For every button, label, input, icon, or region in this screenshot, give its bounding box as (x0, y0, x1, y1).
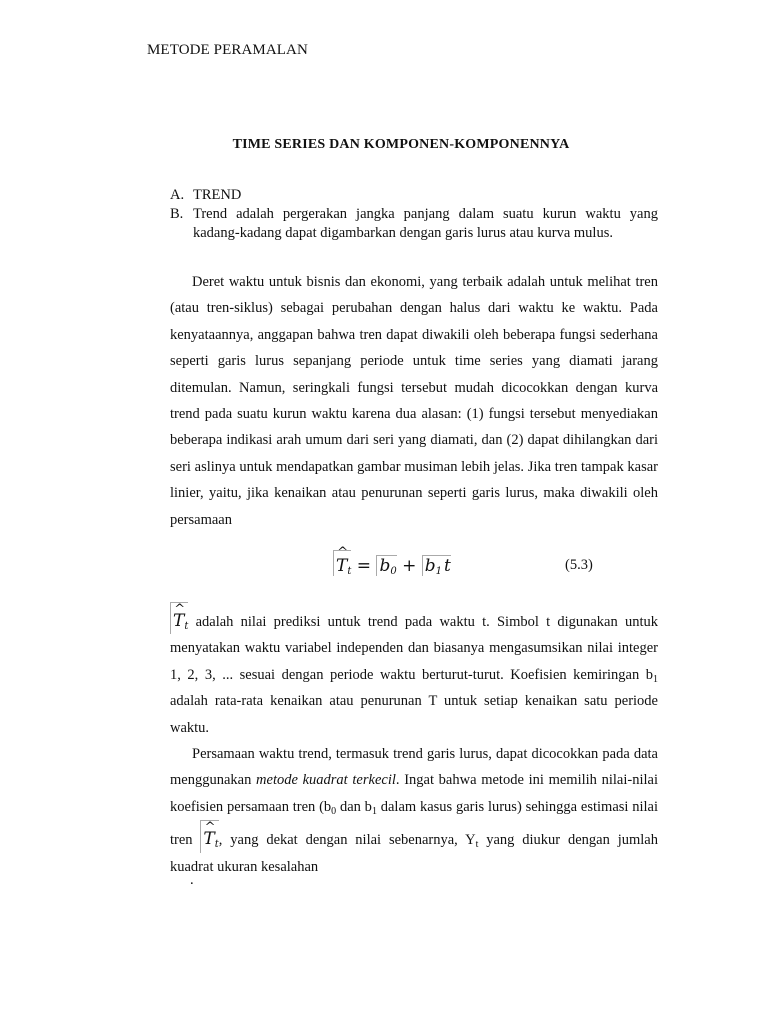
t-hat-symbol: ^ $T_t$ (333, 550, 351, 576)
list-item (170, 186, 658, 205)
section-title: TIME SERIES DAN KOMPONEN-KOMPONENNYA (232, 137, 570, 152)
plus-sign: + (402, 556, 417, 576)
b1-term: $b_1$ t (422, 555, 451, 576)
t-hat-symbol: ^ $T_t$ (170, 602, 188, 634)
equals-sign: = (356, 556, 372, 576)
t-hat-symbol: ^ $T_t$ (200, 820, 218, 852)
list-text: Trend adalah pergerakan jangka panjang dalam suatu kurun waktu yang kadang-kadang dapat digambarkan dengan garis lurus atau kurva mulus. (193, 206, 658, 241)
list-marker: B. (170, 206, 184, 222)
paragraph: ^ $T_t$ adalah nilai prediksi untuk trend pada waktu t. Simbol t digunakan untuk menyatakan waktu variabel independen dan biasanya mengasumsikan nilai integer 1, 2, 3, ... sesuai dengan periode waktu berturut-turut. Koefisien kemiringan $b_1$ adalah rata-rata kenaikan atau penurunan T untuk setiap kenaikan satu periode waktu. Persamaan waktu trend, termasuk trend garis lurus, dapat dicocokkan pada data menggunakan metode kuadrat terkecil. Ingat bahwa metode ini memilih nilai-nilai koefisien persamaan tren ($b_0$ dan $b_1$ dalam kasus garis lurus) sehingga estimasi nilai tren ^ $T_t$, yang dekat dengan nilai sebenarnya, $Y_t$ yang diukur dengan jumlah kuadrat ukuran kesalahan (170, 602, 658, 880)
list-item (170, 205, 658, 243)
paragraph (170, 269, 658, 533)
outline-list (170, 186, 658, 243)
running-header: METODE PERAMALAN (147, 42, 308, 58)
list-text: TREND (193, 187, 242, 203)
paragraph-text: Deret waktu untuk bisnis dan ekonomi, yang terbaik adalah untuk melihat tren (atau tren-siklus) sebagai perubahan dengan halus dari waktu ke waktu. Pada kenyataannya, anggapan bahwa tren dapat diwakili oleh beberapa fungsi sederhana seperti garis lurus sepanjang periode untuk time series yang diamati jarang ditemulan. Namun, seringkali fungsi tersebut mudah dicocokkan dengan kurva trend pada suatu kurun waktu karena dua alasan: (1) fungsi tersebut menyediakan beberapa indikasi arah umum dari seri yang diamati, dan (2) dapat dihilangkan dari seri aslinya untuk mendapatkan gambar musiman lebih jelas. Jika tren tampak kasar linier, yaitu, jika kenaikan atau penurunan seperti garis lurus, maka diwakili oleh persamaan (170, 274, 658, 528)
b0-term: $b_0$ (376, 555, 396, 576)
emphasis-text: metode kuadrat terkecil (256, 772, 396, 789)
equation-number: (5.3) (565, 557, 593, 573)
trailing-period: . (190, 872, 194, 888)
list-marker: A. (170, 187, 185, 203)
trend-equation (333, 550, 451, 576)
